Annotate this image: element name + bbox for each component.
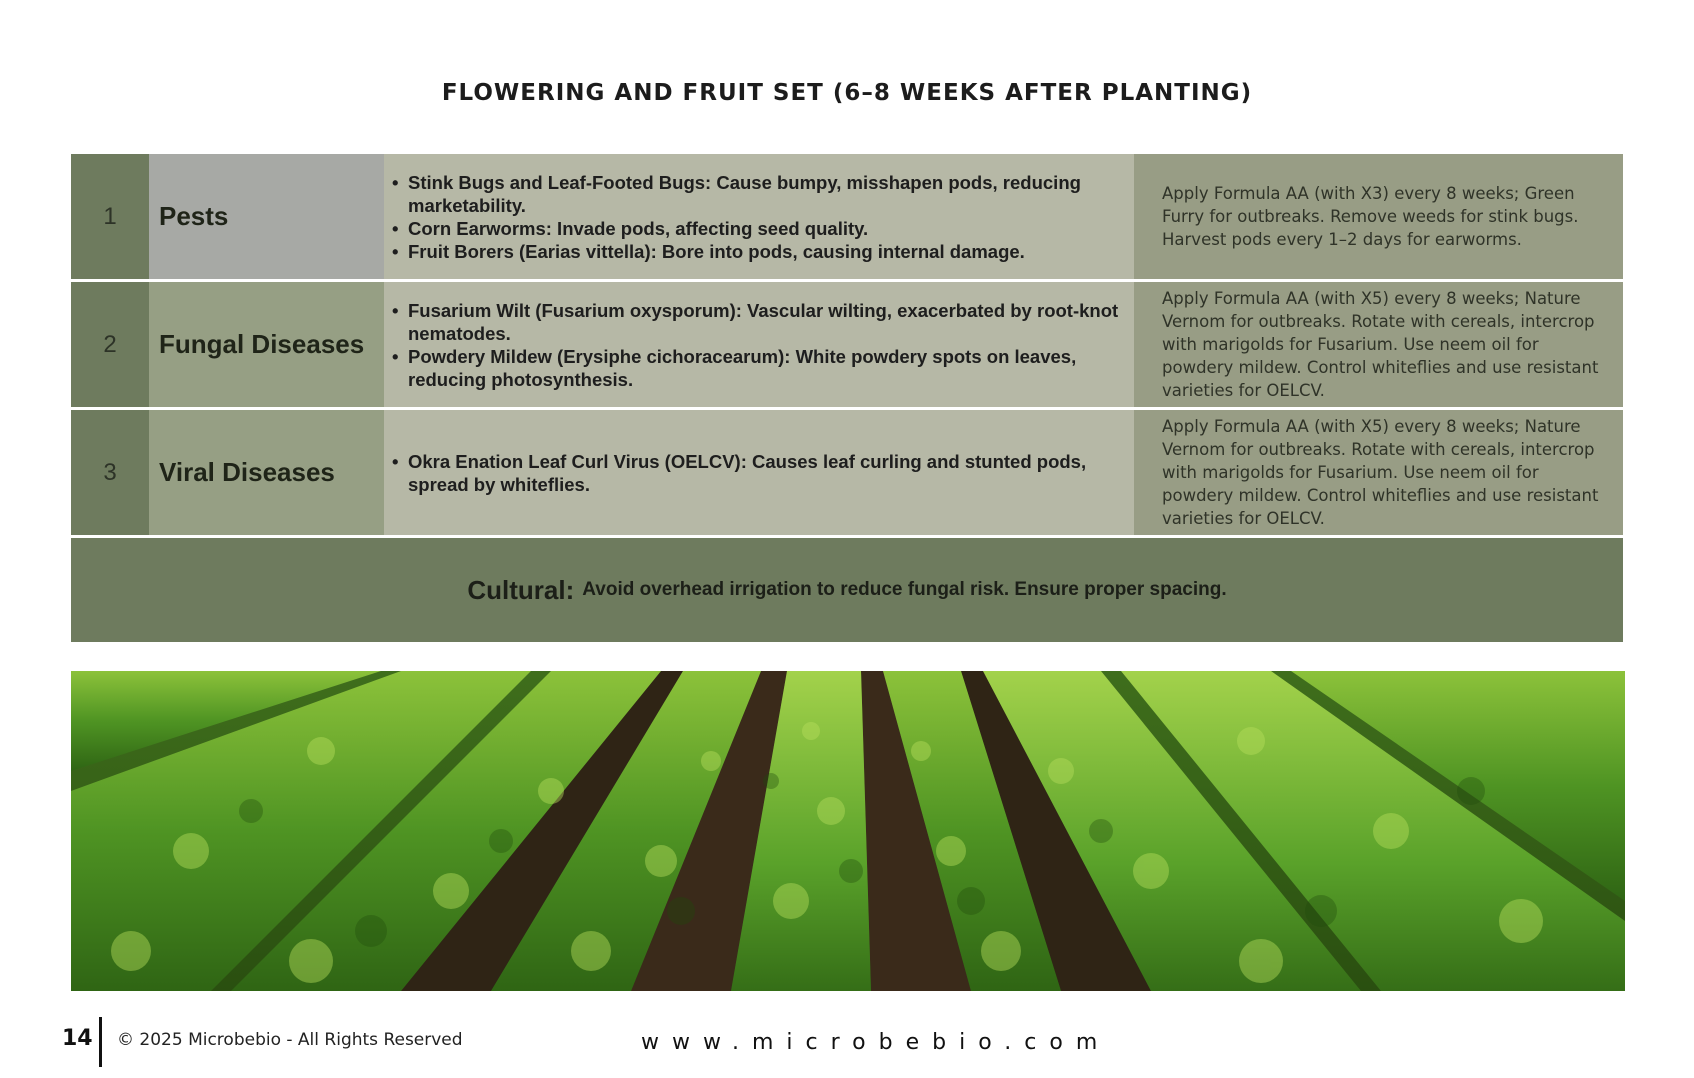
description-list xyxy=(392,299,1124,391)
list-item: • Fusarium Wilt (Fusarium oxysporum): Vascular wilting, exacerbated by root-knot nematodes. xyxy=(408,299,1124,345)
list-item: • Corn Earworms: Invade pods, affecting seed quality. xyxy=(408,217,1124,240)
row-number: 2 xyxy=(71,282,149,407)
description-list xyxy=(392,171,1124,263)
list-item: • Stink Bugs and Leaf-Footed Bugs: Cause bumpy, misshapen pods, reducing marketability. xyxy=(408,171,1124,217)
table-row xyxy=(71,282,1623,407)
page-number: 14 xyxy=(62,1026,93,1051)
row-category: Fungal Diseases xyxy=(149,282,384,407)
crop-field-photo xyxy=(71,671,1625,991)
cultural-label: Cultural: xyxy=(467,574,575,605)
footer-divider xyxy=(99,1017,102,1067)
row-number: 3 xyxy=(71,410,149,535)
table-row xyxy=(71,154,1623,279)
row-treatment: Apply Formula AA (with X5) every 8 weeks; Nature Vernom for outbreaks. Rotate with cereals, intercrop with marigolds for Fusarium. Use neem oil for powdery mildew. Control whiteflies and use resistant varieties for OELCV. xyxy=(1134,410,1623,535)
cultural-text: Avoid overhead irrigation to reduce fungal risk. Ensure proper spacing. xyxy=(582,579,1227,600)
cultural-note xyxy=(71,538,1623,642)
row-category: Pests xyxy=(149,154,384,279)
crop-field-image xyxy=(71,671,1625,991)
copyright-text: © 2025 Microbebio - All Rights Reserved xyxy=(117,1030,463,1050)
page-title: FLOWERING AND FRUIT SET (6–8 WEEKS AFTER PLANTING) xyxy=(441,80,1253,106)
description-list xyxy=(392,450,1124,496)
list-item: • Powdery Mildew (Erysiphe cichoracearum): White powdery spots on leaves, reducing photosynthesis. xyxy=(408,345,1124,391)
row-description xyxy=(384,410,1134,535)
table-row xyxy=(71,410,1623,535)
list-item: • Fruit Borers (Earias vittella): Bore into pods, causing internal damage. xyxy=(408,240,1124,263)
row-description xyxy=(384,154,1134,279)
row-number: 1 xyxy=(71,154,149,279)
row-category: Viral Diseases xyxy=(149,410,384,535)
row-treatment: Apply Formula AA (with X3) every 8 weeks; Green Furry for outbreaks. Remove weeds for stink bugs. Harvest pods every 1–2 days for earworms. xyxy=(1134,154,1623,279)
row-treatment: Apply Formula AA (with X5) every 8 weeks; Nature Vernom for outbreaks. Rotate with cereals, intercrop with marigolds for Fusarium. Use neem oil for powdery mildew. Control whiteflies and use resistant varieties for OELCV. xyxy=(1134,282,1623,407)
list-item: • Okra Enation Leaf Curl Virus (OELCV): Causes leaf curling and stunted pods, spread by whiteflies. xyxy=(408,450,1124,496)
website-url[interactable]: www.microbebio.com xyxy=(641,1030,1111,1055)
row-description xyxy=(384,282,1134,407)
pest-disease-table xyxy=(71,154,1623,642)
